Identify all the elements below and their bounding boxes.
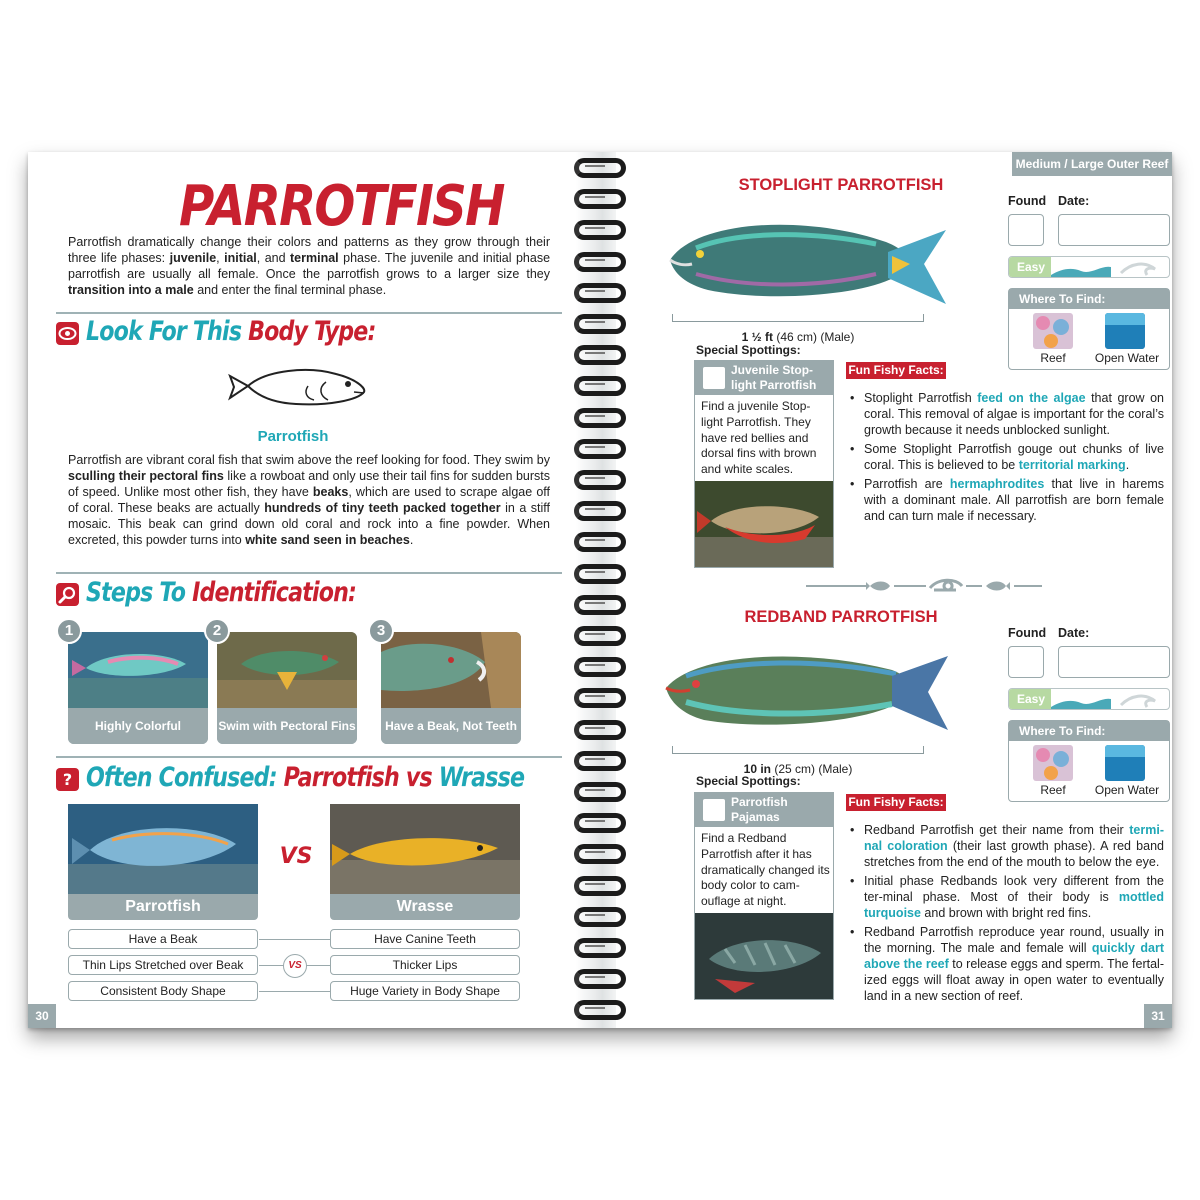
step-number-badge: 3 <box>368 618 394 644</box>
parrotfish-outline-figure <box>218 362 368 412</box>
spiral-coil <box>568 813 632 833</box>
spiral-coil <box>568 595 632 615</box>
step-label: Have a Beak, Not Teeth <box>381 708 521 744</box>
spiral-coil <box>568 408 632 428</box>
spiral-coil <box>568 626 632 646</box>
spiral-coil <box>568 189 632 209</box>
where-title: Where To Find: <box>1009 721 1169 741</box>
fish-icon <box>986 582 1010 591</box>
species-title: REDBAND PARROTFISH <box>744 608 938 626</box>
text-run: Parrotfish dramatically change their colors and patterns as they grow through their three life phases: <box>68 235 550 265</box>
reef-icon <box>1033 313 1073 349</box>
spiral-coil <box>568 782 632 802</box>
bold-text: beaks <box>312 485 349 499</box>
spiral-coil <box>568 907 632 927</box>
fun-fact <box>848 476 1164 524</box>
parrotfish-photo <box>68 804 258 894</box>
where-label-open-water: Open Water <box>1094 783 1160 797</box>
fun-fact <box>848 441 1164 473</box>
fun-facts-label: Fun Fishy Facts: <box>846 362 946 379</box>
spiral-coil <box>568 470 632 490</box>
species-divider <box>806 574 1042 598</box>
step-card-2 <box>217 632 357 744</box>
heading-part: vs <box>405 762 432 793</box>
date-field[interactable] <box>1058 214 1170 246</box>
size-value: 1 ½ ft <box>741 330 773 344</box>
bold-text: initial <box>224 251 257 265</box>
left-page <box>28 152 584 1028</box>
bold-text: terminal <box>290 251 339 265</box>
section-divider <box>56 756 562 758</box>
where-title: Where To Find: <box>1009 289 1169 309</box>
bold-text: juvenile <box>169 251 217 265</box>
text-run: . <box>409 533 414 547</box>
spotting-text: Find a juvenile Stop-light Parrotfish. They have red bellies and dorsal fins with brown and white scales. <box>701 399 817 477</box>
right-page <box>616 152 1172 1028</box>
fish-icon <box>866 582 890 591</box>
body-type-caption: Parrotfish <box>257 428 329 445</box>
spiral-coil <box>568 844 632 864</box>
spiral-coil <box>568 532 632 552</box>
redband-parrotfish-photo <box>656 646 956 742</box>
spiral-coil <box>568 720 632 740</box>
date-label: Date: <box>1058 194 1090 208</box>
text-run: Parrotfish are vibrant coral fish that swim above the reef looking for food. They swim by <box>68 453 550 467</box>
text-run: that live in harems with a dominant male. All parrotfish are born female and can turn male if necessary. <box>864 477 1164 523</box>
spiral-coil <box>568 969 632 989</box>
spiral-coil <box>568 439 632 459</box>
spiral-coil <box>568 252 632 272</box>
spiral-coil <box>568 751 632 771</box>
text-run: Redband Parrotfish reproduce year round, usually in the morning. The male and female will <box>864 925 1164 955</box>
text-run: . <box>1125 458 1130 472</box>
bold-text: hundreds of tiny teeth packed together <box>264 501 501 515</box>
heading-part: Parrotfish <box>283 762 399 793</box>
spiral-coil <box>568 283 632 303</box>
wave-icon <box>1051 257 1170 278</box>
step-label: Swim with Pectoral Fins <box>217 708 357 744</box>
difficulty-label: Easy <box>1009 689 1051 710</box>
confused-heading <box>86 762 524 793</box>
section-tab: Medium / Large Outer Reef <box>1012 152 1172 176</box>
compare-row: Have Canine Teeth <box>330 929 520 949</box>
compare-row: Consistent Body Shape <box>68 981 258 1001</box>
size-bracket <box>672 746 924 754</box>
size-value: 10 in <box>743 762 771 776</box>
compare-row: Have a Beak <box>68 929 258 949</box>
text-run: (their last growth phase). A red band stretches from the end of the mouth to below the eye. <box>864 839 1164 869</box>
body-type-heading <box>86 316 376 347</box>
difficulty-bar <box>1008 688 1170 710</box>
heading-part: Wrasse <box>438 762 525 793</box>
highlight-text: feed on the algae <box>977 391 1086 405</box>
fun-fact <box>848 924 1164 1004</box>
compare-connector <box>259 991 331 992</box>
spiral-coil <box>568 220 632 240</box>
where-to-find-box <box>1008 288 1170 370</box>
intro-paragraph <box>68 234 550 298</box>
text-run: like a rowboat and only use their tail fins for sudden bursts of speed. Unlike most other fish, they have <box>68 469 550 499</box>
night-parrotfish-photo <box>695 913 833 999</box>
text-run: Parrotfish are <box>864 477 950 491</box>
step-label: Highly Colorful <box>68 708 208 744</box>
difficulty-bar <box>1008 256 1170 278</box>
step-card-3 <box>381 632 521 744</box>
text-run: Stoplight Parrotfish <box>864 391 978 405</box>
compare-row: Thicker Lips <box>330 955 520 975</box>
heading-part: Steps To <box>86 577 186 608</box>
spiral-coil <box>568 345 632 365</box>
difficulty-label: Easy <box>1009 257 1051 278</box>
text-run: , which are used to scrape algae off of coral. These beaks are actually <box>68 485 550 515</box>
text-run: Some Stoplight Parrotfish gouge out chunks of live coral. This is believed to be <box>864 442 1164 472</box>
heading-part: Look For This <box>86 316 242 347</box>
spiral-coil <box>568 876 632 896</box>
spotting-title: Parrotfish Pajamas <box>695 793 833 827</box>
spotting-checkbox[interactable] <box>703 799 725 821</box>
spiral-coil <box>568 501 632 521</box>
special-spotting-card <box>694 360 834 568</box>
step-number-badge: 1 <box>56 618 82 644</box>
spiral-coil <box>568 564 632 584</box>
size-detail: (46 cm) (Male) <box>776 330 855 344</box>
compare-label-wrasse: Wrasse <box>330 894 520 920</box>
size-bracket <box>672 314 924 322</box>
text-run: in a stiff mosaic. This beak can grind down old coral and rock into a fine powder. When excreted, this powder turns into <box>68 501 550 547</box>
found-label: Found <box>1008 626 1047 640</box>
spiral-binding <box>568 152 632 1028</box>
spotting-title: Juvenile Stop-light Parrotfish <box>695 361 833 395</box>
fun-facts-label: Fun Fishy Facts: <box>846 794 946 811</box>
compare-connector <box>259 939 331 940</box>
heading-part: Body Type: <box>248 316 376 347</box>
text-run: Redband Parrotfish get their name from their <box>864 823 1130 837</box>
spiral-coil <box>568 657 632 677</box>
heading-part: Identification: <box>192 577 357 608</box>
compare-row: Huge Variety in Body Shape <box>330 981 520 1001</box>
eye-target-icon <box>56 322 79 345</box>
spiral-coil <box>568 938 632 958</box>
fun-facts-list <box>848 822 1164 1007</box>
found-checkbox[interactable] <box>1008 214 1044 246</box>
fun-facts-list <box>848 390 1164 527</box>
versus-mark: VS <box>279 844 313 869</box>
text-run: , <box>216 251 225 265</box>
step-card-1 <box>68 632 208 744</box>
bold-text: sculling their pectoral fins <box>68 469 224 483</box>
where-label-open-water: Open Water <box>1094 351 1160 365</box>
text-run: Initial phase Redbands look very different from the ter-minal phase. Most of their body is <box>864 874 1164 904</box>
species-title: STOPLIGHT PARROTFISH <box>738 176 944 194</box>
step-photo <box>217 632 357 708</box>
text-run: and enter the final terminal phase. <box>193 283 387 297</box>
open-water-icon <box>1105 745 1145 781</box>
stoplight-parrotfish-photo <box>656 208 956 312</box>
highlight-text: termi-nal coloration <box>864 823 1164 853</box>
compare-label-parrotfish: Parrotfish <box>68 894 258 920</box>
text-run: to release eggs and sperm. The fertal-ized eggs will float away in open water to eventually land in a new section of reef. <box>864 957 1164 1003</box>
text-run: phase. The juvenile and initial phase parrotfish are usually all female. Once the parrotfish grows to a larger size they <box>68 251 551 281</box>
page-number: 31 <box>1144 1004 1172 1028</box>
open-field-guide <box>28 152 1172 1028</box>
section-divider <box>56 572 562 574</box>
date-field[interactable] <box>1058 646 1170 678</box>
special-spotting-card <box>694 792 834 1000</box>
fun-fact <box>848 873 1164 921</box>
bold-text: white sand seen in beaches <box>245 533 410 547</box>
fun-fact <box>848 390 1164 438</box>
versus-badge: VS <box>283 954 307 978</box>
spiral-coil <box>568 158 632 178</box>
step-number-badge: 2 <box>204 618 230 644</box>
compare-row: Thin Lips Stretched over Beak <box>68 955 258 975</box>
text-run: , and <box>256 251 291 265</box>
spotting-text: Find a Redband Parrotfish after it has dramatically changed its body color to cam-ouflage at night. <box>701 831 830 909</box>
found-label: Found <box>1008 194 1047 208</box>
spiral-coil <box>568 376 632 396</box>
size-label <box>672 330 924 344</box>
question-icon: ? <box>56 768 79 791</box>
size-detail: (25 cm) (Male) <box>774 762 853 776</box>
where-label-reef: Reef <box>1040 783 1066 797</box>
date-label: Date: <box>1058 626 1090 640</box>
where-label-reef: Reef <box>1040 351 1066 365</box>
page-title: PARROTFISH <box>179 174 504 239</box>
spiral-coil <box>568 688 632 708</box>
wave-icon <box>1051 689 1170 710</box>
highlight-text: mottled turquoise <box>864 890 1164 920</box>
steps-heading <box>86 577 356 608</box>
section-divider <box>56 312 562 314</box>
juvenile-parrotfish-photo <box>695 481 833 567</box>
text-run: that grow on coral. This removal of algae is important for the coral’s growth because it needs unblocked sunlight. <box>864 391 1164 437</box>
special-spottings-label: Special Spottings: <box>696 774 801 788</box>
highlight-text: quickly dart above the reef <box>864 941 1164 971</box>
spiral-coil <box>568 314 632 334</box>
diver-icon <box>930 580 962 590</box>
wrasse-photo <box>330 804 520 894</box>
open-water-icon <box>1105 313 1145 349</box>
fun-fact <box>848 822 1164 870</box>
search-icon <box>56 583 79 606</box>
text-run: and brown with bright red fins. <box>920 906 1092 920</box>
heading-part: Often Confused: <box>86 762 277 793</box>
step-photo <box>68 632 208 708</box>
body-paragraph <box>68 452 550 548</box>
bold-text: transition into a male <box>68 283 194 297</box>
where-to-find-box <box>1008 720 1170 802</box>
page-number: 30 <box>28 1004 56 1028</box>
spiral-coil <box>568 1000 632 1020</box>
spotting-checkbox[interactable] <box>703 367 725 389</box>
highlight-text: territorial marking <box>1018 458 1126 472</box>
highlight-text: hermaphrodites <box>949 477 1045 491</box>
found-checkbox[interactable] <box>1008 646 1044 678</box>
reef-icon <box>1033 745 1073 781</box>
special-spottings-label: Special Spottings: <box>696 343 801 357</box>
step-photo <box>381 632 521 708</box>
